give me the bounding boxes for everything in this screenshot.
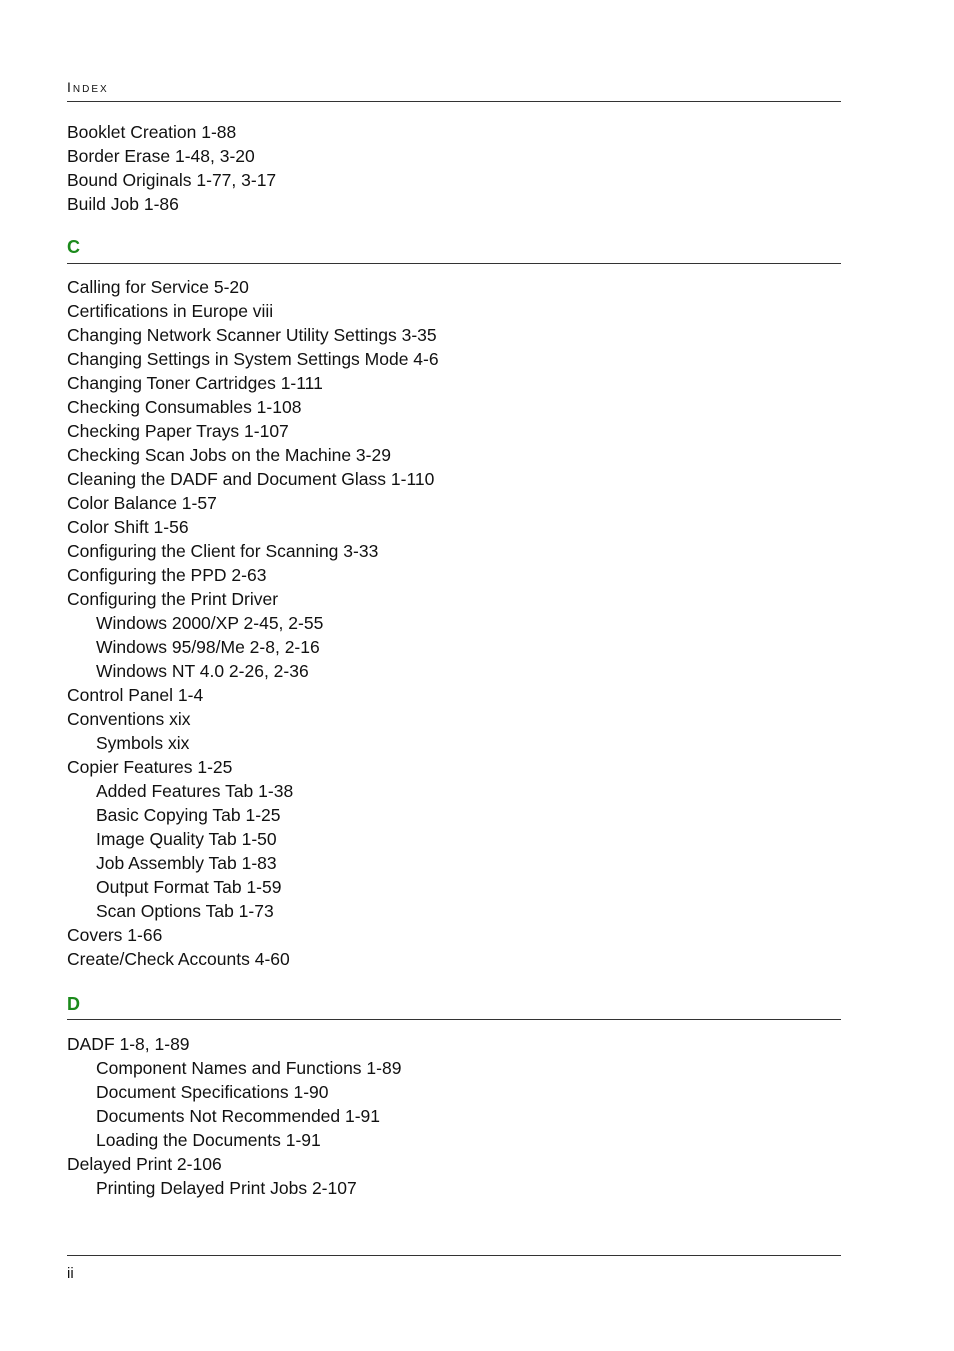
- index-entry: Certifications in Europe viii: [67, 301, 274, 321]
- index-subentry: Loading the Documents 1-91: [96, 1130, 321, 1150]
- index-subentry: Symbols xix: [96, 733, 190, 753]
- section-rule-d: [67, 1019, 841, 1020]
- index-entry: Delayed Print 2-106: [67, 1154, 222, 1174]
- index-entry: Create/Check Accounts 4-60: [67, 949, 290, 969]
- index-entry: Cleaning the DADF and Document Glass 1-110: [67, 469, 435, 489]
- index-subentry: Output Format Tab 1-59: [96, 877, 282, 897]
- header-rule: [67, 101, 841, 102]
- index-entry: DADF 1-8, 1-89: [67, 1034, 190, 1054]
- index-subentry: Component Names and Functions 1-89: [96, 1058, 402, 1078]
- index-entry: Covers 1-66: [67, 925, 163, 945]
- index-entry: Calling for Service 5-20: [67, 277, 249, 297]
- index-entry: Color Balance 1-57: [67, 493, 217, 513]
- index-entry: Changing Settings in System Settings Mode 4-6: [67, 349, 439, 369]
- section-rule-c: [67, 263, 841, 264]
- index-entry: Border Erase 1-48, 3-20: [67, 146, 255, 166]
- index-subentry: Windows 2000/XP 2-45, 2-55: [96, 613, 324, 633]
- header-title: Index: [67, 79, 109, 95]
- index-subentry: Basic Copying Tab 1-25: [96, 805, 281, 825]
- index-subentry: Scan Options Tab 1-73: [96, 901, 274, 921]
- index-entry: Configuring the Client for Scanning 3-33: [67, 541, 379, 561]
- index-entry: Control Panel 1-4: [67, 685, 204, 705]
- index-subentry: Documents Not Recommended 1-91: [96, 1106, 381, 1126]
- index-entry: Color Shift 1-56: [67, 517, 189, 537]
- index-group-c: [67, 275, 439, 971]
- index-entry: Conventions xix: [67, 709, 191, 729]
- index-group-b: [67, 120, 276, 216]
- index-entry: Checking Scan Jobs on the Machine 3-29: [67, 445, 391, 465]
- index-entry: Build Job 1-86: [67, 194, 179, 214]
- index-group-d: [67, 1032, 401, 1200]
- index-subentry: Added Features Tab 1-38: [96, 781, 294, 801]
- index-subentry: Windows NT 4.0 2-26, 2-36: [96, 661, 309, 681]
- footer-rule: [67, 1255, 841, 1256]
- index-subentry: Job Assembly Tab 1-83: [96, 853, 277, 873]
- index-entry: Booklet Creation 1-88: [67, 122, 237, 142]
- index-entry: Changing Toner Cartridges 1-111: [67, 373, 323, 393]
- section-letter-c: C: [67, 237, 80, 257]
- page-number: ii: [67, 1265, 74, 1282]
- index-entry: Changing Network Scanner Utility Settings 3-35: [67, 325, 437, 345]
- index-subentry: Document Specifications 1-90: [96, 1082, 329, 1102]
- index-entry: Copier Features 1-25: [67, 757, 233, 777]
- index-entry: Checking Paper Trays 1-107: [67, 421, 289, 441]
- index-entry: Checking Consumables 1-108: [67, 397, 302, 417]
- index-entry: Configuring the PPD 2-63: [67, 565, 267, 585]
- section-letter-d: D: [67, 994, 80, 1014]
- index-subentry: Image Quality Tab 1-50: [96, 829, 277, 849]
- index-entry: Bound Originals 1-77, 3-17: [67, 170, 277, 190]
- index-subentry: Printing Delayed Print Jobs 2-107: [96, 1178, 357, 1198]
- index-subentry: Windows 95/98/Me 2-8, 2-16: [96, 637, 320, 657]
- index-entry: Configuring the Print Driver: [67, 589, 279, 609]
